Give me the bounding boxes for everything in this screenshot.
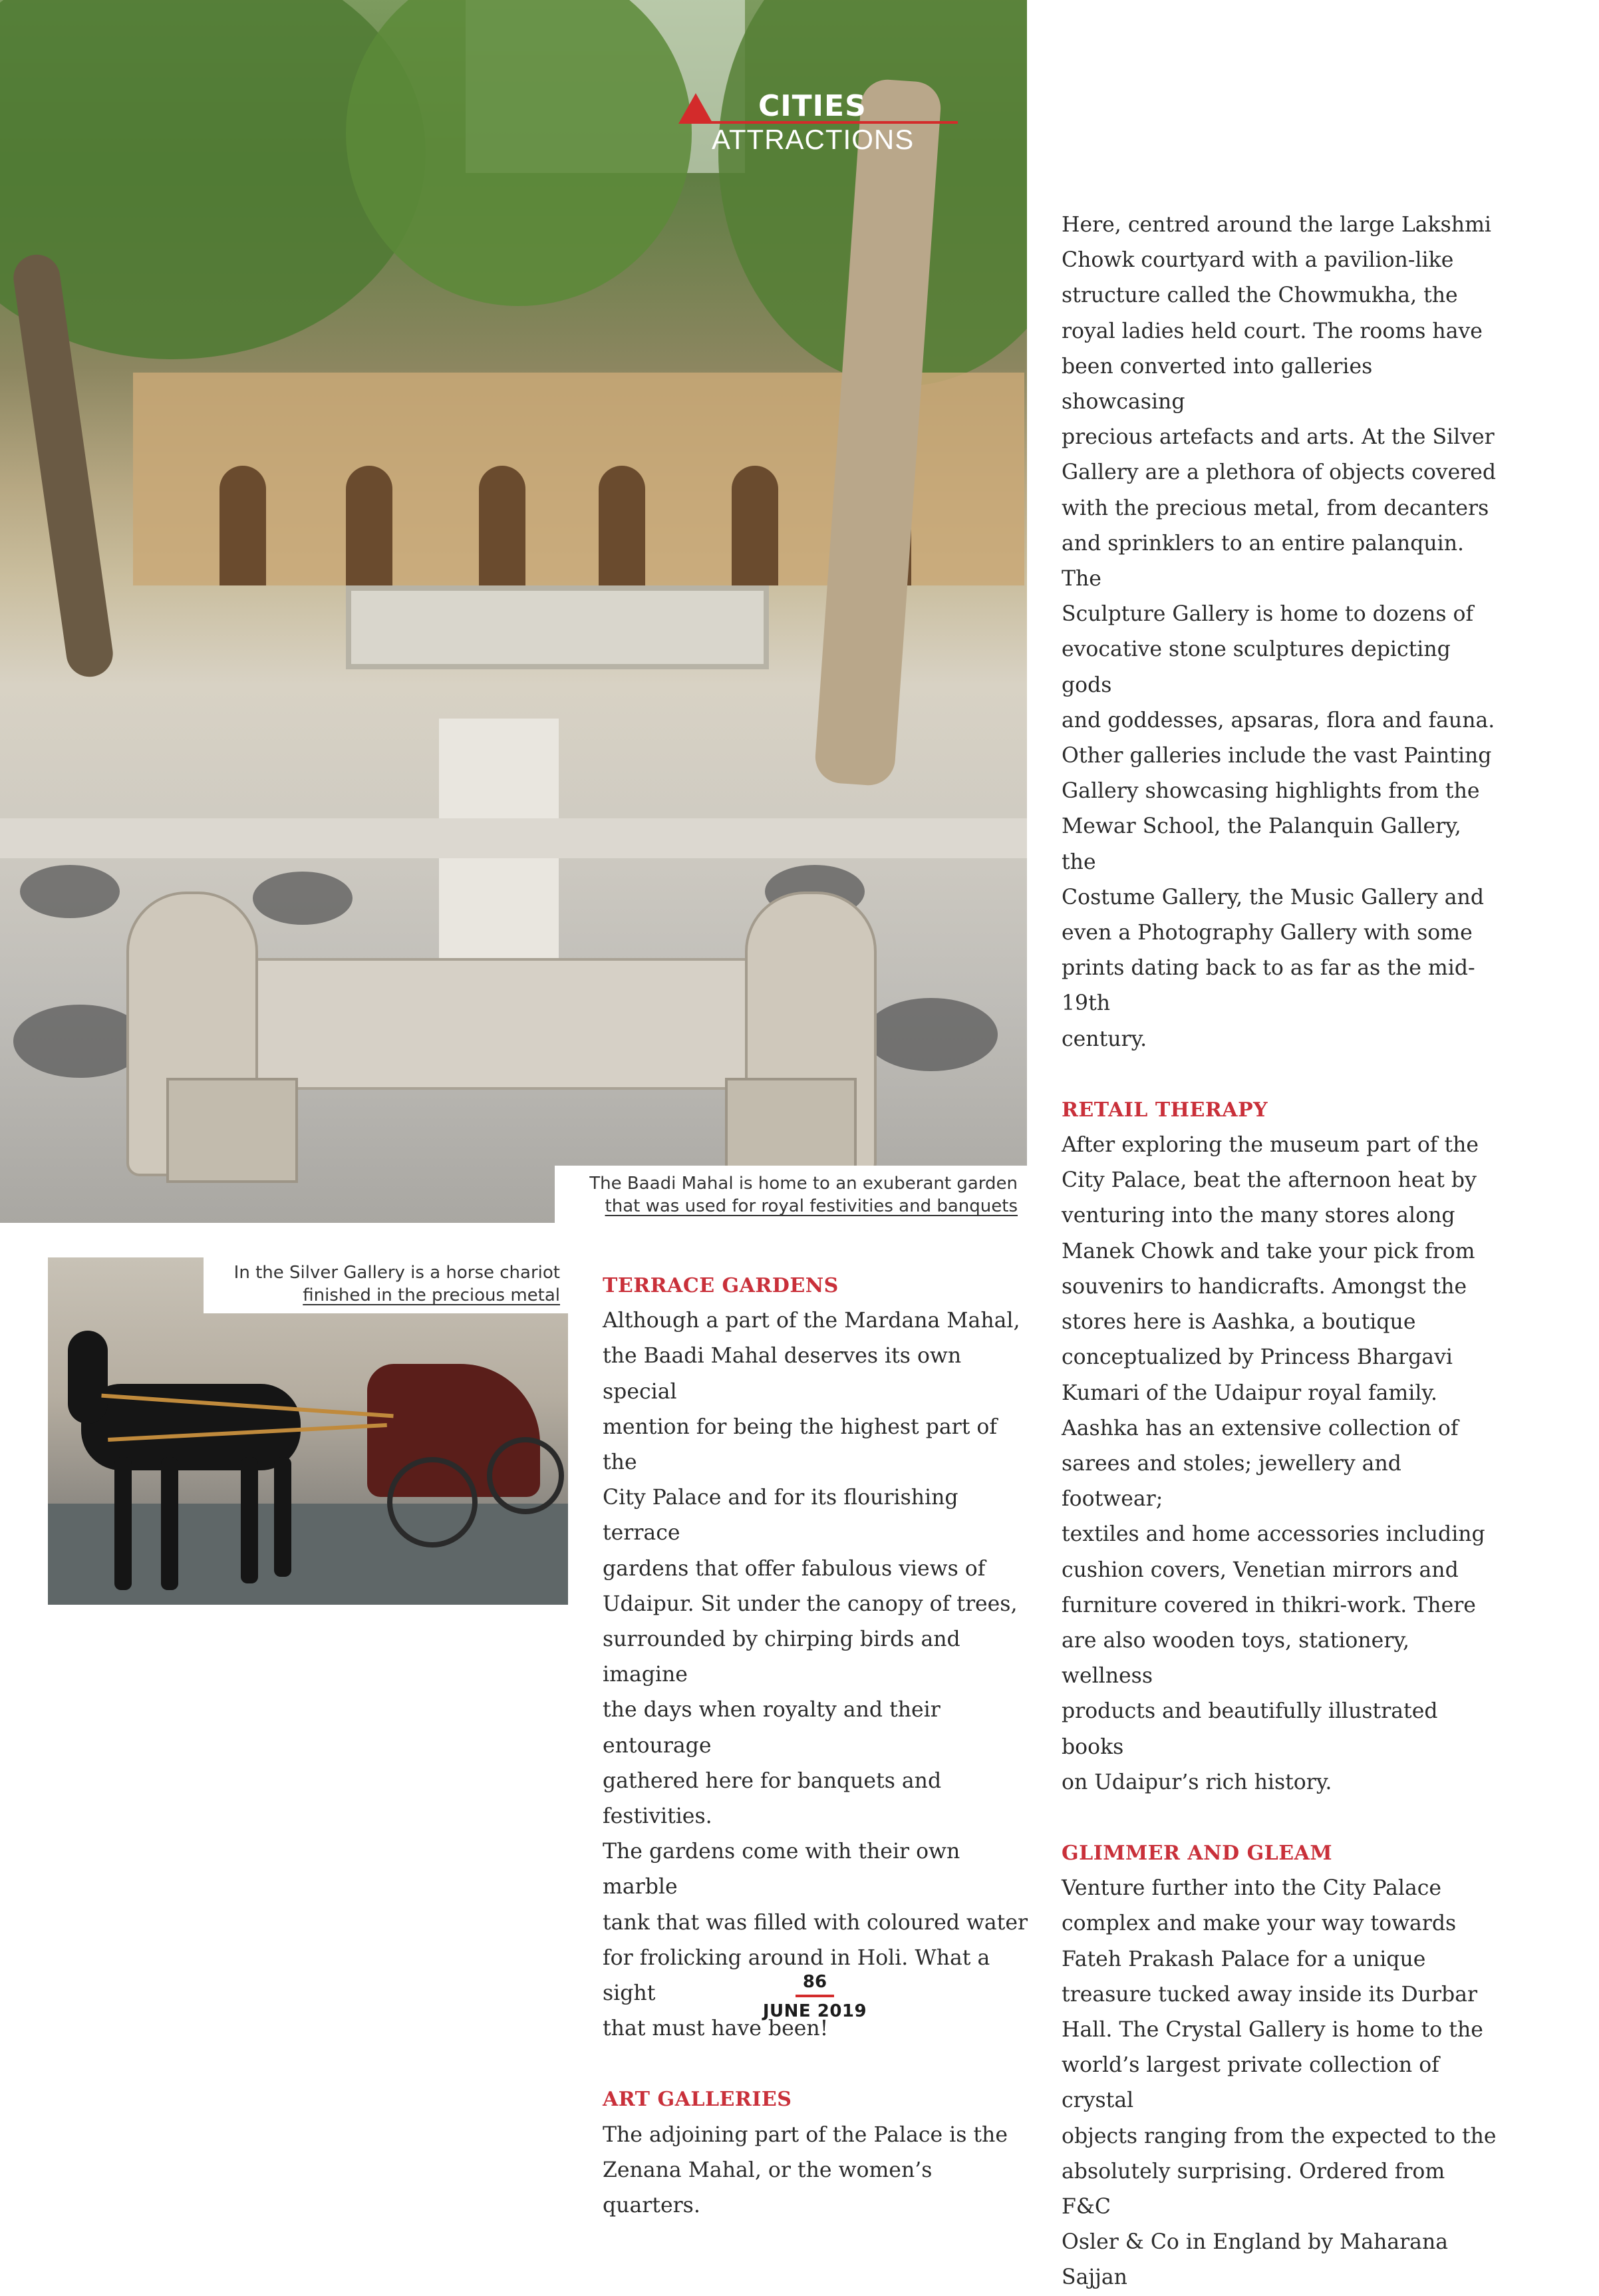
palace-arch <box>479 466 525 585</box>
body-line: textiles and home accessories including <box>1062 1522 1485 1547</box>
body-line: Although a part of the Mardana Mahal, <box>603 1309 1020 1333</box>
body-line: been converted into galleries showcasing <box>1062 354 1373 414</box>
body-line: cushion covers, Venetian mirrors and <box>1062 1558 1459 1582</box>
caption-line: In the Silver Gallery is a horse chariot <box>233 1263 560 1283</box>
section-secondary: ATTRACTIONS <box>712 124 915 155</box>
body-line: prints dating back to as far as the mid-19th <box>1062 956 1475 1016</box>
heading-terrace-gardens: TERRACE GARDENS <box>603 1274 839 1297</box>
tree-canopy <box>346 0 692 306</box>
section-tag <box>678 86 958 166</box>
body-line: stores here is Aashka, a boutique <box>1062 1310 1416 1335</box>
body-line: mention for being the highest part of the <box>603 1414 998 1475</box>
body-line: Fateh Prakash Palace for a unique <box>1062 1947 1426 1971</box>
palace-arch <box>346 466 392 585</box>
body-line: The gardens come with their own marble <box>603 1840 960 1899</box>
body-line: objects ranging from the expected to the <box>1062 2124 1497 2148</box>
body-line: and sprinklers to an entire palanquin. The <box>1062 531 1465 591</box>
issue-date: JUNE 2019 <box>762 2001 867 2021</box>
body-line: products and beautifully illustrated books <box>1062 1699 1438 1759</box>
page-number: 86 <box>802 1972 827 1992</box>
marble-tank <box>346 585 769 669</box>
hero-caption <box>555 1166 1027 1224</box>
palace-arch <box>599 466 645 585</box>
body-line: on Udaipur’s rich history. <box>1062 1770 1332 1794</box>
heading-glimmer-and-gleam: GLIMMER AND GLEAM <box>1062 1841 1333 1865</box>
caption-line: finished in the precious metal <box>303 1285 560 1305</box>
folio-rule <box>796 1995 834 1997</box>
palace-arch <box>219 466 266 585</box>
body-line: sarees and stoles; jewellery and footwear; <box>1062 1451 1401 1512</box>
body-line: are also wooden toys, stationery, wellness <box>1062 1628 1410 1689</box>
art-galleries-body <box>603 2118 1035 2224</box>
galleries-continued-body <box>1062 208 1501 1057</box>
body-line: absolutely surprising. Ordered from F&C <box>1062 2159 1445 2219</box>
body-line: gardens that offer fabulous views of <box>603 1556 986 1581</box>
body-line: souvenirs to handicrafts. Amongst the <box>1062 1274 1467 1299</box>
body-line: Here, centred around the large Lakshmi <box>1062 213 1492 237</box>
body-line: Chowk courtyard with a pavilion-like <box>1062 248 1454 273</box>
body-line: structure called the Chowmukha, the <box>1062 283 1458 308</box>
body-line: surrounded by chirping birds and imagine <box>603 1627 960 1687</box>
carriage-wheel <box>487 1437 564 1514</box>
body-line: Gallery are a plethora of objects covered <box>1062 460 1497 485</box>
article-column-left <box>603 1268 1035 2223</box>
body-line: The adjoining part of the Palace is the <box>603 2122 1008 2147</box>
body-line: venturing into the many stores along <box>1062 1204 1455 1228</box>
body-line: gathered here for banquets and festivities. <box>603 1768 942 1829</box>
body-line: furniture covered in thikri-work. There <box>1062 1593 1476 1617</box>
carriage-wheel <box>387 1457 478 1548</box>
body-line: Hall. The Crystal Gallery is home to the <box>1062 2017 1483 2042</box>
body-line: precious artefacts and arts. At the Silver <box>1062 425 1495 450</box>
body-line: even a Photography Gallery with some <box>1062 921 1473 945</box>
body-line: complex and make your way towards <box>1062 1911 1457 1936</box>
terrace-gardens-body <box>603 1303 1035 2047</box>
heading-art-galleries: ART GALLERIES <box>603 2088 792 2112</box>
section-primary: CITIES <box>758 89 867 123</box>
body-line: Zenana Mahal, or the women’s quarters. <box>603 2158 933 2218</box>
horse-head <box>68 1331 108 1424</box>
body-line: Other galleries include the vast Painting <box>1062 744 1492 768</box>
body-line: evocative stone sculptures depicting gods <box>1062 637 1451 697</box>
body-line: royal ladies held court. The rooms have <box>1062 319 1483 343</box>
body-line: Osler & Co in England by Maharana Sajjan <box>1062 2230 1449 2290</box>
horse-leg <box>274 1457 291 1577</box>
body-line: with the precious metal, from decanters <box>1062 496 1489 520</box>
hero-photo-baadi-mahal-garden <box>0 0 1027 1223</box>
body-line: City Palace and for its flourishing terrace <box>603 1486 958 1546</box>
glimmer-and-gleam-body <box>1062 1871 1501 2295</box>
body-line: Sculpture Gallery is home to dozens of <box>1062 602 1474 627</box>
horse-leg <box>114 1457 132 1590</box>
body-line: tank that was filled with coloured water <box>603 1910 1028 1935</box>
body-line: Kumari of the Udaipur royal family. <box>1062 1381 1438 1405</box>
body-line: the days when royalty and their entourage <box>603 1698 941 1758</box>
chariot-caption <box>204 1257 568 1313</box>
floor-pattern <box>20 865 120 918</box>
page-folio <box>732 1972 898 2021</box>
caption-line: that was used for royal festivities and banquets <box>605 1196 1018 1216</box>
caption-line: The Baadi Mahal is home to an exuberant garden <box>589 1174 1018 1194</box>
body-line: After exploring the museum part of the <box>1062 1133 1479 1158</box>
section-triangle-icon <box>678 93 713 124</box>
floor-pattern <box>253 872 353 925</box>
article-column-right <box>1062 208 1501 2296</box>
garden-path <box>0 818 1027 858</box>
body-line: conceptualized by Princess Bhargavi <box>1062 1345 1453 1370</box>
palace-arch <box>732 466 778 585</box>
heading-retail-therapy: RETAIL THERAPY <box>1062 1098 1268 1122</box>
body-line: Venture further into the City Palace <box>1062 1876 1442 1901</box>
body-line: world’s largest private collection of crystal <box>1062 2053 1439 2113</box>
marble-bench-leg <box>166 1078 298 1183</box>
horse-leg <box>161 1457 178 1590</box>
floor-pattern <box>865 998 998 1071</box>
body-line: Gallery showcasing highlights from the <box>1062 779 1480 804</box>
body-line: for frolicking around in Holi. What a sight <box>603 1945 990 2006</box>
body-line: the Baadi Mahal deserves its own special <box>603 1344 962 1404</box>
body-line: Aashka has an extensive collection of <box>1062 1416 1459 1440</box>
body-line: Costume Gallery, the Music Gallery and <box>1062 885 1484 909</box>
body-line: that must have been! <box>603 2017 829 2041</box>
horse-leg <box>241 1457 258 1583</box>
body-line: Mewar School, the Palanquin Gallery, the <box>1062 814 1461 874</box>
body-line: treasure tucked away inside its Durbar <box>1062 1982 1478 2007</box>
body-line: Manek Chowk and take your pick from <box>1062 1239 1475 1263</box>
body-line: Udaipur. Sit under the canopy of trees, <box>603 1591 1018 1616</box>
body-line: and goddesses, apsaras, flora and fauna. <box>1062 708 1495 733</box>
retail-therapy-body <box>1062 1128 1501 1800</box>
body-line: City Palace, beat the afternoon heat by <box>1062 1168 1477 1193</box>
body-line: century. <box>1062 1027 1147 1051</box>
garden-path <box>439 719 559 998</box>
